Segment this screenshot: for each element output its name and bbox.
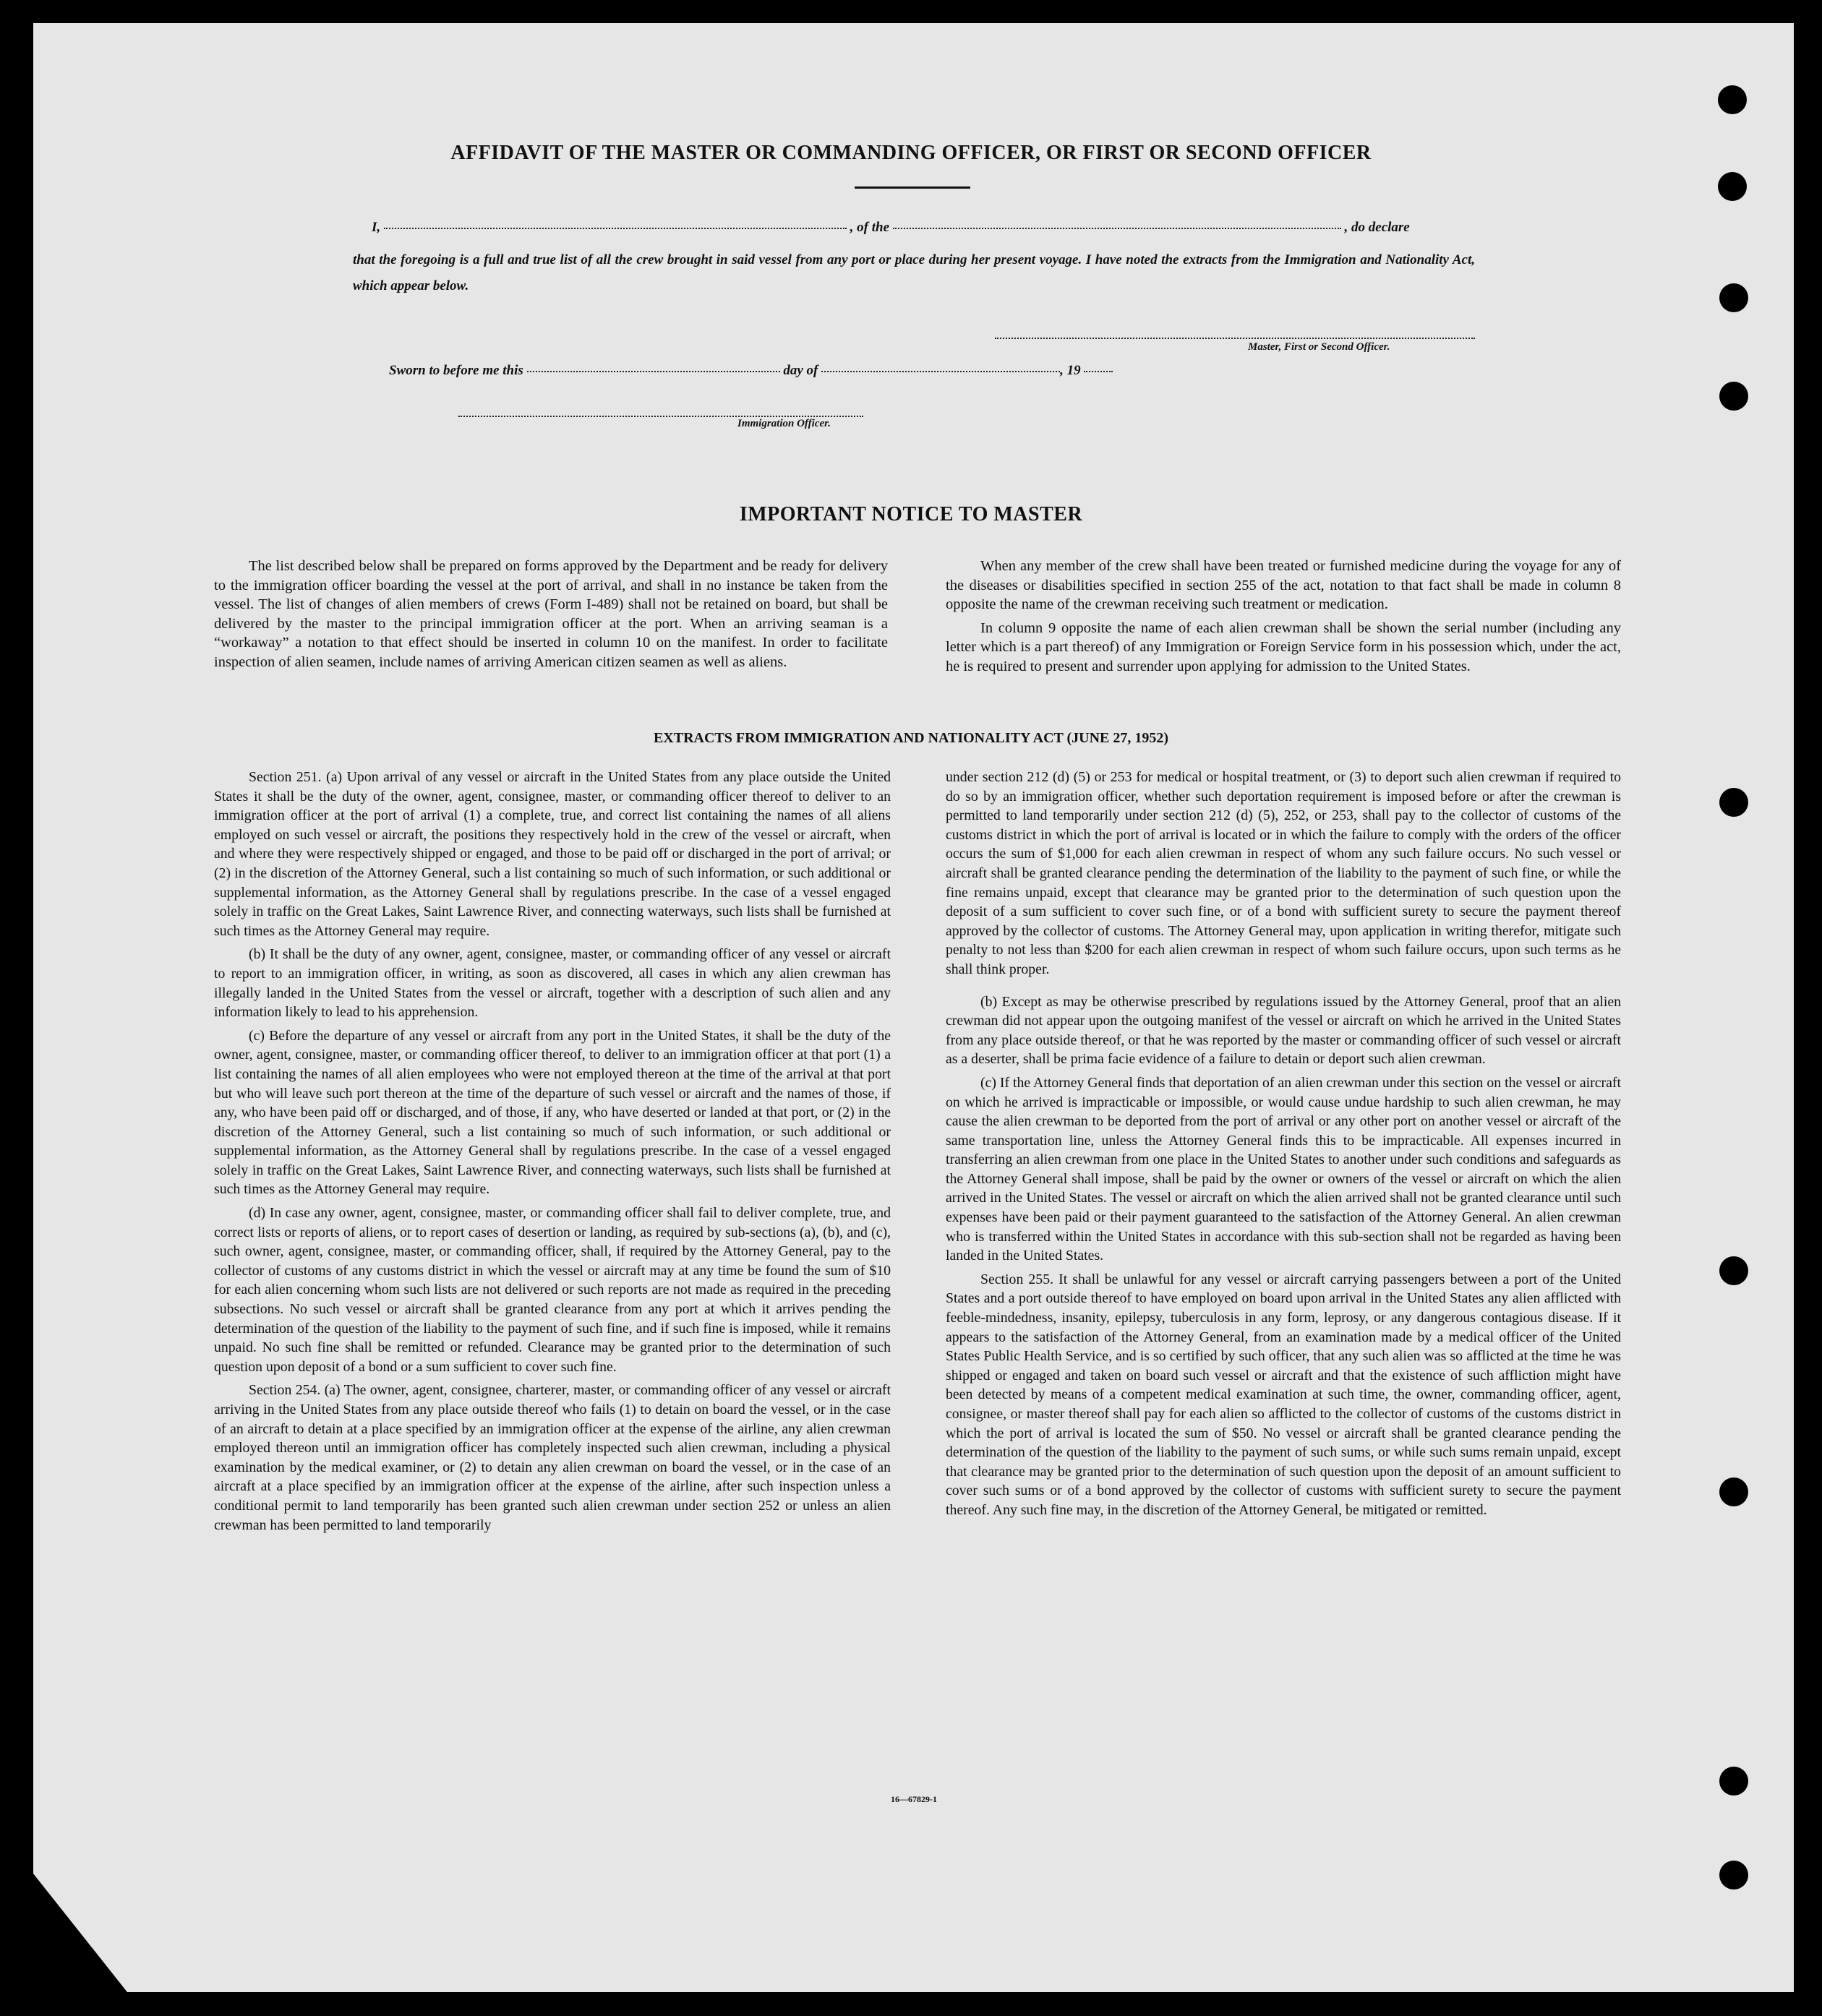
section-251-d: (d) In case any owner, agent, consignee, master, or commanding officer shall fail to deliver complete, true, and correct lists or reports of aliens, or to report cases of desertion or landing, as required by sub-sections (a), (b), and (c), such owner, agent, consignee, master, or commanding officer, shall, if required by the Attorney General, pay to the collector of customs of any customs district in which the vessel or aircraft may at any time be found the sum of $10 for each alien concerning whom such lists are not delivered or such reports are not made as required in the preceding subsections. No such vessel or aircraft shall be granted clearance from any port at which it arrives pending the determination of the question of the liability to the payment of such fine, and if such fine is imposed, while it remains unpaid. No such fine shall be remitted or refunded. Clearance may be granted prior to the determination of such question upon deposit of a bond or a sum sufficient to cover such fine. (214, 1205, 891, 1375)
extracts-right-column (946, 768, 1621, 1524)
notice-left-column (214, 557, 888, 677)
affidavit-line-1 (372, 220, 1410, 236)
label-of-the: , of the (850, 220, 890, 235)
notice-left-paragraph: The list described below shall be prepared on forms approved by the Department and be ready for delivery to the immigration officer boarding the vessel at the port of arrival, and shall in no instance be taken from the vessel. The list of changes of alien members of crews (Form I-489) shall not be retained on board, but shall be delivered by the master to the principal immigration officer at the port. When an arriving seaman is a “workaway” a notation to that effect should be inserted in column 10 on the manifest. In order to facilitate inspection of alien seamen, include names of arriving American citizen seamen as well as aliens. (214, 558, 888, 670)
label-do-declare: , do declare (1344, 220, 1410, 235)
section-254-a: Section 254. (a) The owner, agent, consignee, charterer, master, or commanding officer of any vessel or aircraft arriving in the United States from any place outside thereof who fails (1) to detain on board the vessel, or in the case of an aircraft to detain at a place specified by an immigration officer at the expense of the airline, any alien crewman employed thereon until an immigration officer has completely inspected such alien crewman, including a physical examination by the medical examiner, or (2) to detain any alien crewman on board the vessel, or in the case of an aircraft at a place specified by an immigration officer at the expense of the airline, after such inspection unless a conditional permit to land temporarily has been granted such alien crewman under section 252 or unless an alien crewman has been permitted to land temporarily (214, 1382, 891, 1533)
section-251-b: (b) It shall be the duty of any owner, agent, consignee, master, or commanding officer of any vessel or aircraft to report to an immigration officer, in writing, as soon as discovered, all cases in which any alien crewman has illegally landed in the United States from the vessel or aircraft, together with a description of such alien and any information likely to lead to his apprehension. (214, 946, 891, 1021)
extracts-title: EXTRACTS FROM IMMIGRATION AND NATIONALITY ACT (JUNE 27, 1952) (653, 730, 1169, 746)
section-254-a-continued: under section 212 (d) (5) or 253 for medical or hospital treatment, or (3) to deport such alien crewman if required to do so by an immigration officer, whether such deportation requirement is imposed before or after the crewman is permitted to land temporarily under section 212 (d) (5), 252, or 253, shall pay to the collector of customs of the customs district in which the port of arrival is located or in which the failure to comply with the orders of the officer occurs the sum of $1,000 for each alien crewman in respect of whom any such failure occurs. No such vessel or aircraft shall be granted clearance pending the determination of the liability to the payment of such fine, or while the fine remains unpaid, except that clearance may be granted prior to the determination of such question upon the deposit of a sum sufficient to cover such fine, or of a bond with sufficient surety to secure the payment thereof approved by the collector of customs. The Attorney General may, upon application in writing therefor, mitigate such penalty to not less than $200 for each alien crewman in respect of whom such failure occurs, upon such terms as he shall think proper. (946, 769, 1621, 977)
label-i: I, (372, 220, 381, 235)
master-signature-label: Master, First or Second Officer. (1248, 341, 1390, 353)
year-prefix: , 19 (1060, 363, 1081, 378)
day-of-label: day of (783, 363, 818, 378)
officer-signature-line[interactable] (458, 415, 863, 417)
name-field[interactable] (384, 227, 847, 229)
vessel-field[interactable] (893, 227, 1341, 229)
sworn-year-field[interactable] (1084, 370, 1113, 372)
master-signature-line[interactable] (995, 337, 1475, 339)
form-number: 16—67829-1 (891, 1794, 937, 1804)
sworn-day-field[interactable] (527, 370, 780, 372)
officer-signature-label: Immigration Officer. (737, 418, 831, 429)
section-251-c: (c) Before the departure of any vessel or aircraft from any port in the United States, it shall be the duty of the owner, agent, consignee, master, or commanding officer thereof, to deliver to an immigration officer at that port (1) a list containing the names of all alien employees who were not employed thereon at the time of the arrival at that port but who will leave such port thereon at the time of the departure of such vessel or aircraft and the names of those, if any, who have been paid off or discharged, and of those, if any, who have deserted or landed at that port, or (2) in the discretion of the Attorney General, such a list containing so much of such information, or such additional or supplemental information, as the Attorney General shall by regulations prescribe. In the case of a vessel engaged solely in traffic on the Great Lakes, Saint Lawrence River, and connecting waterways, such lists shall be furnished at such times as the Attorney General may require. (214, 1027, 891, 1198)
notice-right-paragraph-2: In column 9 opposite the name of each alien crewman shall be shown the serial number (including any letter which is a part thereof) of any Immigration or Foreign Service form in his possession which, under the act, he is required to present and surrender upon applying for admission to the United States. (946, 619, 1621, 674)
extracts-left-column (214, 768, 891, 1539)
sworn-label: Sworn to before me this (389, 363, 523, 378)
notice-title: IMPORTANT NOTICE TO MASTER (739, 503, 1083, 526)
sworn-line (389, 363, 1113, 379)
section-254-c: (c) If the Attorney General finds that deportation of an alien crewman under this section on the vessel or aircraft on which he arrived is impracticable or impossible, or would cause undue hardship to such alien crewman, he may cause the alien crewman to be deported from the port of arrival or any other port on another vessel or aircraft of the same transportation line, unless the Attorney General finds this to be impracticable. All expenses incurred in transferring an alien crewman from one place in the United States to another under such conditions and safeguards as the Attorney General shall impose, shall be paid by the owner or owners of the vessel or aircraft on which the alien arrived in the United States. The vessel or aircraft on which the alien arrived shall not be granted clearance until such expenses have been paid or their payment guaranteed to the satisfaction of the Attorney General. An alien crewman who is transferred within the United States in accordance with this sub-section shall not be regarded as having been landed in the United States. (946, 1074, 1621, 1264)
section-251-a: Section 251. (a) Upon arrival of any vessel or aircraft in the United States from any place outside the United States it shall be the duty of the owner, agent, consignee, master, or commanding officer thereof to deliver to an immigration officer at the port of arrival (1) a complete, true, and correct list containing the names of all aliens employed on such vessel or aircraft, the positions they respectively hold in the crew of the vessel or aircraft, when and where they were respectively shipped or engaged, and those to be paid off or discharged in the port of arrival; or (2) in the discretion of the Attorney General, such a list containing so much of such information, or such additional or supplemental information, as the Attorney General shall by regulations prescribe. In the case of a vessel engaged solely in traffic on the Great Lakes, Saint Lawrence River, and connecting waterways, such lists shall be furnished at such times as the Attorney General may require. (214, 769, 891, 939)
section-255: Section 255. It shall be unlawful for any vessel or aircraft carrying passengers between a port of the United States and a port outside thereof to have employed on board upon arrival in the United States any alien afflicted with feeble-mindedness, insanity, epilepsy, tuberculosis in any form, leprosy, or any dangerous contagious disease. If it appears to the satisfaction of the Attorney General, from an examination made by a medical officer of the United States Public Health Service, and is so certified by such officer, that any such alien was so afflicted at the time he was shipped or engaged and taken on board such vessel or aircraft and that the existence of such affliction might have been detected by means of a competent medical examination at such time, the owner, commanding officer, agent, consignee, or master thereof shall pay for each alien so afflicted to the collector of customs of the customs district in which the port of arrival is located the sum of $50. No vessel or aircraft shall be granted clearance pending the determination of the question of the liability to the payment of such sums, or while such sums remain unpaid, except that clearance may be granted prior to the determination of such question upon the deposit of an amount sufficient to cover such sums or of a bond approved by the collector of customs with sufficient surety to secure the payment thereof. Any such fine may, in the discretion of the Attorney General, be mitigated or remitted. (946, 1271, 1621, 1518)
section-254-b: (b) Except as may be otherwise prescribed by regulations issued by the Attorney General, proof that an alien crewman did not appear upon the outgoing manifest of the vessel or aircraft on which he arrived in the United States from any place outside thereof, or that he was reported by the master or commanding officer of such vessel or aircraft as a deserter, shall be prima facie evidence of a failure to detain or deport such alien crewman. (946, 993, 1621, 1068)
declaration-text: that the foregoing is a full and true list of all the crew brought in said vessel from any port or place during her present voyage. I have noted the extracts from the Immigration and Nationality Act, which appear below. (353, 252, 1475, 293)
affidavit-title: AFFIDAVIT OF THE MASTER OR COMMANDING OFFICER, OR FIRST OR SECOND OFFICER (450, 142, 1372, 164)
sworn-month-field[interactable] (821, 370, 1060, 372)
notice-right-column (946, 557, 1621, 681)
notice-right-paragraph-1: When any member of the crew shall have been treated or furnished medicine during the voyage for any of the diseases or disabilities specified in section 255 of the act, notation to that fact shall be made in column 8 opposite the name of the crewman receiving such treatment or medication. (946, 558, 1621, 613)
title-rule (855, 186, 970, 189)
